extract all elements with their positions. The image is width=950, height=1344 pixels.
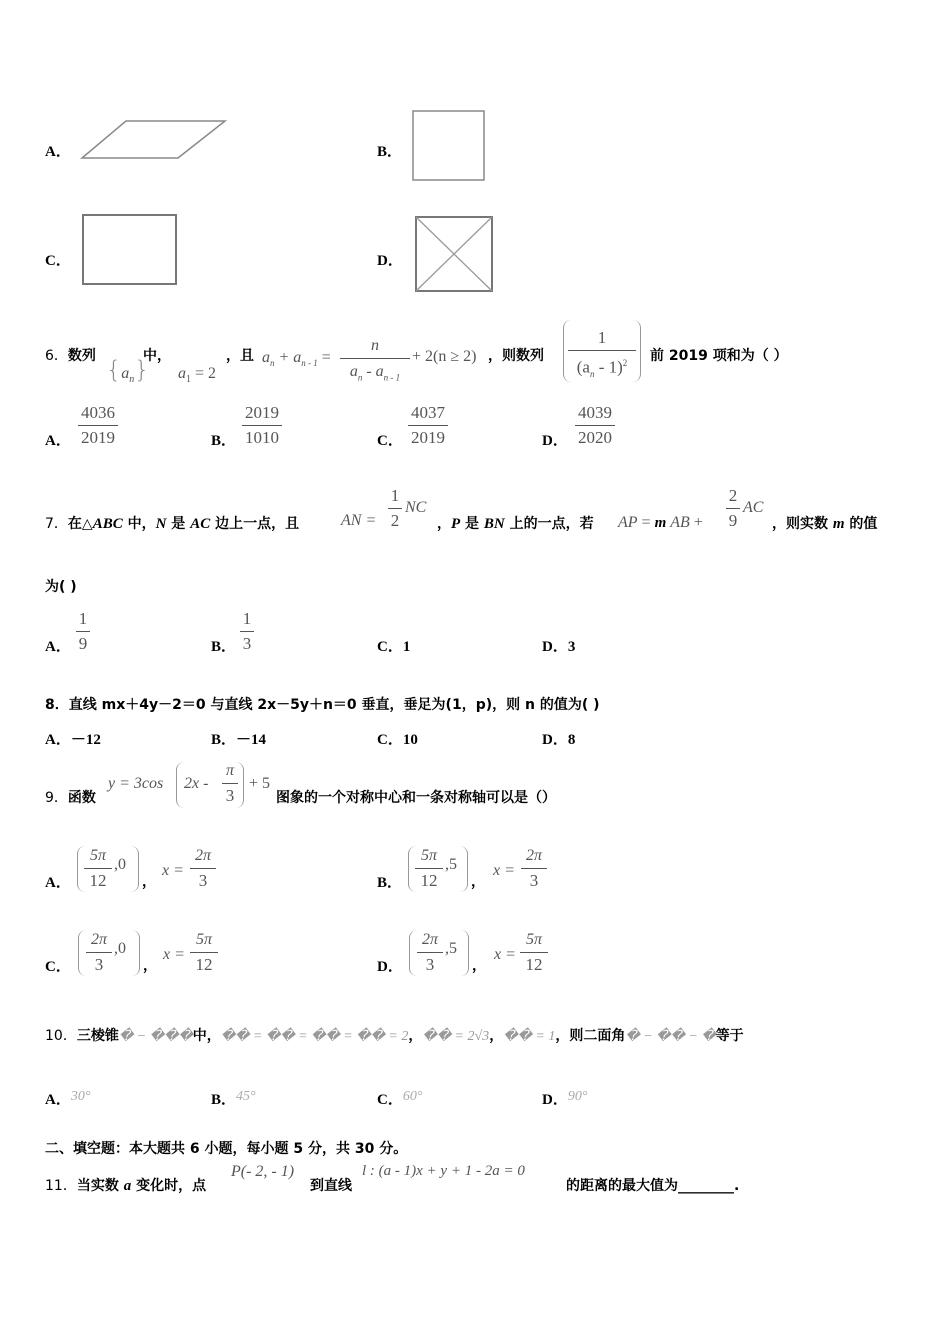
q6-option-d-label: D．: [542, 433, 568, 449]
q10-stem: 10．三棱锥� − ���中，�� = �� = �� = �� = 2，�� = 2√3，�� = 1，则二面角� − �� − �等于: [45, 1028, 744, 1044]
q11-stem: 11．当实数 a 变化时，点: [45, 1178, 207, 1194]
q8-option-b: B．－14: [211, 732, 267, 748]
q6-option-b-value: 2019 1010: [242, 403, 282, 448]
q9-option-d-comma: ，: [472, 958, 486, 974]
q9-option-a-x-eq: x =: [162, 862, 184, 879]
q7-ac-vector: AC: [743, 499, 764, 516]
q9-option-a-point-x: 5π 12: [84, 846, 112, 891]
q6-text-4: ，则数列: [488, 348, 544, 364]
q6-text-3: ，且: [226, 348, 254, 364]
q9-option-b-axis: 2π 3: [521, 846, 547, 891]
q7-option-d: D．3: [542, 639, 576, 655]
q9-option-d-x-eq: x =: [494, 946, 516, 963]
q9-option-a-comma: ，: [142, 874, 156, 890]
q6-stem: [45, 345, 96, 365]
q6-text-2: 中，: [143, 348, 171, 364]
q11-point: P(- 2, - 1): [231, 1163, 295, 1180]
q5-square-with-diagonals-figure: [413, 214, 497, 294]
q6-recurrence-fraction: n $a_n - a_{n - 1}$: [340, 336, 410, 387]
q7-option-b-label: B．: [211, 639, 237, 655]
q9-option-d-label: D．: [377, 959, 403, 975]
q9-option-c-comma: ，: [143, 958, 157, 974]
q11-text-4: 的距离的最大值为________.: [566, 1178, 740, 1194]
q9-option-a-axis: 2π 3: [190, 846, 216, 891]
q7-stem-part3: ，则实数 m 的值: [772, 516, 878, 532]
q6-option-d-value: 4039 2020: [575, 403, 615, 448]
q5-square-figure: [410, 108, 490, 184]
q7-stem-part4: 为( ): [45, 579, 77, 595]
q7-option-a-label: A．: [45, 639, 71, 655]
q6-option-c-value: 4037 2019: [408, 403, 448, 448]
q7-nc-vector: NC: [405, 499, 427, 516]
q10-option-d: D．90°: [542, 1089, 588, 1108]
q9-option-b-x-eq: x =: [493, 862, 515, 879]
q7-stem-part2: ，P 是 BN 上的一点，若: [437, 516, 594, 532]
q8-option-d: D．8: [542, 732, 576, 748]
q11-text-3: 到直线: [310, 1178, 352, 1194]
q9-function-expr: y = 3cos: [108, 775, 164, 792]
q6-seq-a: a: [121, 365, 130, 382]
q5-option-c-label: C．: [45, 253, 71, 269]
q7-half-fraction: 1 2: [388, 486, 402, 531]
q8-stem: 8．直线 mx＋4y－2＝0 与直线 2x－5y＋n＝0 垂直，垂足为(1，p)，则 n 的值为( ): [45, 697, 600, 713]
q7-option-b-value: 1 3: [240, 609, 254, 654]
q9-option-b-point-y: ,5: [445, 856, 457, 873]
q6-text-5: 前 2019 项和为（ ）: [650, 348, 788, 364]
q6-recurrence-lhs: $a_n + a_{n - 1}$ =: [262, 349, 331, 368]
q9-option-b-comma: ，: [471, 874, 485, 890]
q9-option-a-point-y: ,0: [114, 856, 126, 873]
q10-option-b: B．45°: [211, 1089, 256, 1108]
q7-option-c: C．1: [377, 639, 411, 655]
q9-option-d-point-x: 2π 3: [417, 930, 443, 975]
q6-target-seq-fraction: 1 $(a_n - 1)^2$: [568, 328, 636, 384]
q6-seq-sub: n: [129, 374, 135, 385]
q6-option-b-label: B．: [211, 433, 237, 449]
q9-stem-part2: 图象的一个对称中心和一条对称轴可以是（）: [276, 790, 556, 806]
q6-recurrence-tail: + 2(n ≥ 2): [412, 348, 477, 365]
q9-option-d-point-y: ,5: [445, 940, 457, 957]
q9-plus-five: + 5: [249, 775, 271, 792]
q9-option-d-axis: 5π 12: [520, 930, 548, 975]
q8-option-a: A．－12: [45, 732, 101, 748]
q6-option-a-value: 4036 2019: [78, 403, 118, 448]
q8-option-c: C．10: [377, 732, 418, 748]
q5-option-b-label: B．: [377, 144, 403, 160]
q6-option-c-label: C．: [377, 433, 403, 449]
q5-option-a-label: A．: [45, 144, 71, 160]
q10-option-a: A．30°: [45, 1089, 91, 1108]
q9-option-b-label: B．: [377, 875, 403, 891]
q11-line: l : (a - 1)x + y + 1 - 2a = 0: [362, 1163, 525, 1179]
q6-number: 6．: [45, 348, 68, 364]
q5-rectangle-figure: [80, 212, 180, 288]
q5-option-d-label: D．: [377, 253, 403, 269]
q6-a1: $a_1 = 2$: [178, 365, 217, 385]
q7-option-a-value: 1 9: [76, 609, 90, 654]
section-2-heading: 二、填空题：本大题共 6 小题，每小题 5 分，共 30 分。: [45, 1141, 408, 1157]
q7-ap-expression: AP = m AB +: [618, 514, 703, 531]
q9-inner-expr: 2x -: [184, 775, 209, 792]
q6-option-a-label: A．: [45, 433, 71, 449]
q10-option-c: C．60°: [377, 1089, 423, 1108]
q7-two-ninths-fraction: 2 9: [726, 486, 740, 531]
q9-option-c-label: C．: [45, 959, 71, 975]
q7-an-vector: AN =: [341, 512, 377, 529]
q5-parallelogram-figure: [78, 116, 230, 164]
q9-pi-third: π 3: [222, 761, 238, 806]
q9-option-c-point-y: ,0: [114, 940, 126, 957]
q9-option-c-x-eq: x =: [163, 946, 185, 963]
q9-option-c-point-x: 2π 3: [86, 930, 112, 975]
q7-stem-part1: 7．在△ABC 中，N 是 AC 边上一点，且: [45, 516, 300, 532]
q6-sequence-braces: $\{a_n\}$: [106, 356, 150, 385]
q9-stem-part1: 9．函数: [45, 790, 96, 806]
q9-option-b-point-x: 5π 12: [415, 846, 443, 891]
q9-option-c-axis: 5π 12: [190, 930, 218, 975]
q6-text-1: 数列: [67, 348, 96, 364]
q9-option-a-label: A．: [45, 875, 71, 891]
